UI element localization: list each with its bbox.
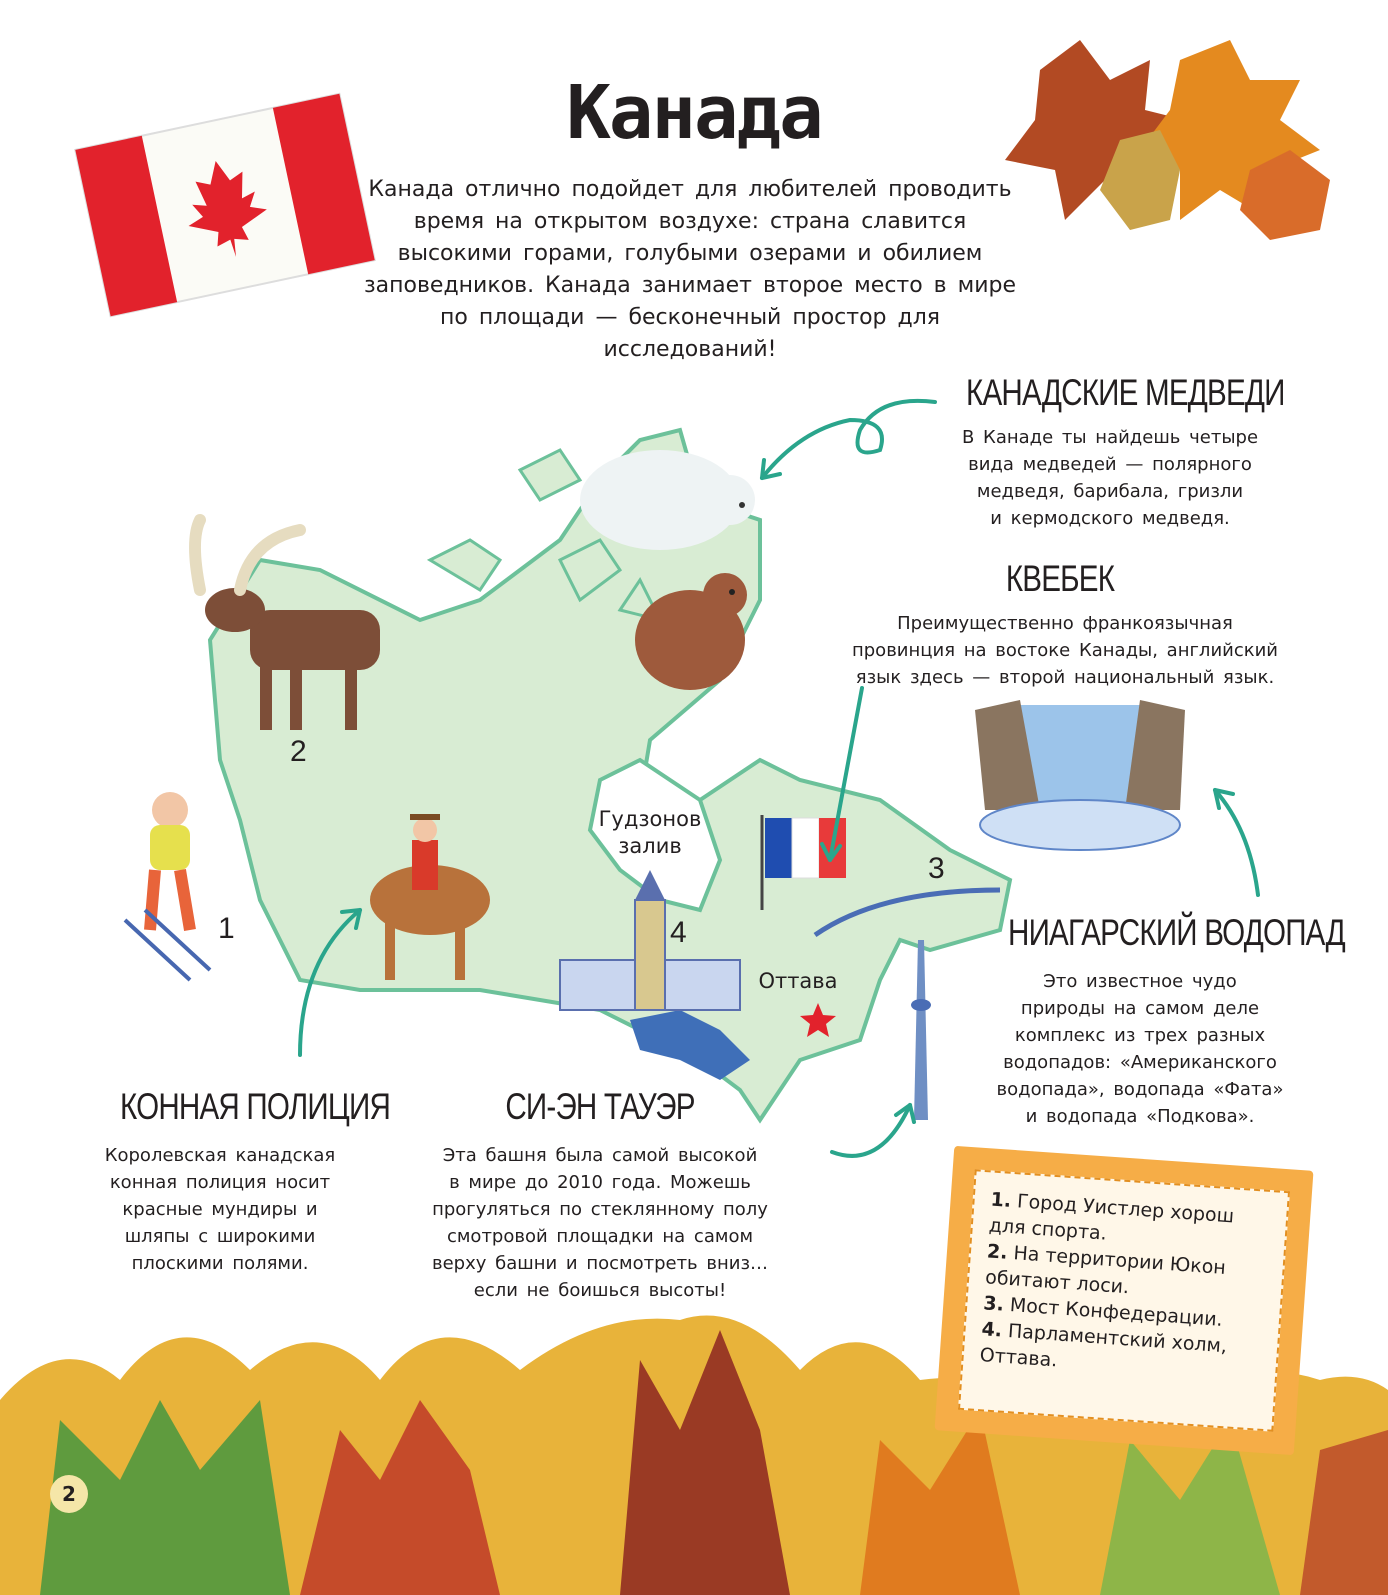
map-number-2: 2	[290, 735, 307, 768]
fact-text: На территории Юкон обитают лоси.	[984, 1242, 1227, 1299]
police-line: красные мундиры и	[122, 1199, 318, 1220]
skier-illustration	[125, 792, 210, 980]
ottawa-label: Оттава	[758, 969, 838, 993]
niagara-text	[990, 968, 1290, 1130]
fact-number: 1.	[989, 1188, 1012, 1212]
page-title: Канада	[566, 70, 822, 156]
police-line: шляпы с широкими	[124, 1226, 316, 1247]
police-heading: КОННАЯ ПОЛИЦИЯ	[120, 1086, 391, 1127]
quebec-text	[830, 610, 1300, 691]
cn-tower-illustration	[911, 940, 931, 1120]
fact-text: Мост Конфедерации.	[1009, 1294, 1224, 1331]
hudson-label-line: Гудзонов	[598, 807, 702, 831]
map-number-4: 4	[670, 916, 687, 949]
facts-list	[963, 1171, 1288, 1388]
niagara-line: природы на самом деле	[1020, 998, 1260, 1019]
hudson-bay-label	[585, 806, 715, 860]
niagara-line: водопада», водопада «Фата»	[996, 1079, 1284, 1100]
cn-tower-line: смотровой площадки на самом	[446, 1226, 754, 1247]
police-line: конная полиция носит	[109, 1172, 331, 1193]
niagara-line: Это известное чудо	[1043, 971, 1237, 992]
niagara-line: комплекс из трех разных	[1014, 1025, 1266, 1046]
quebec-line: Преимущественно франкоязычная	[897, 613, 1233, 634]
bears-heading: КАНАДСКИЕ МЕДВЕДИ	[966, 372, 1285, 413]
cn-tower-line: Эта башня была самой высокой	[442, 1145, 758, 1166]
fact-number: 3.	[982, 1292, 1005, 1316]
facts-box-inner	[958, 1169, 1290, 1431]
fact-text: Парламентский холм, Оттава.	[979, 1320, 1228, 1372]
intro-text: Канада отлично подойдет для любителей проводить время на открытом воздухе: страна славится высокими горами, голубыми озерами и обилием заповедников. Канада занимает второе место в мире по площади — бесконечный простор для исследований!	[363, 177, 1017, 362]
police-line: Королевская канадская	[104, 1145, 336, 1166]
quebec-line: язык здесь — второй национальный язык.	[855, 667, 1275, 688]
niagara-line: водопадов: «Американского	[1003, 1052, 1277, 1073]
map-number-3: 3	[928, 852, 945, 885]
bears-line: и кермодского медведя.	[990, 508, 1230, 529]
map-number-1: 1	[218, 912, 235, 945]
cn-tower-heading: СИ-ЭН ТАУЭР	[505, 1086, 695, 1127]
cn-tower-line: если не боишься высоты!	[473, 1280, 727, 1301]
bears-line: медведя, барибала, гризли	[976, 481, 1244, 502]
cn-tower-line: прогуляться по стеклянному полу	[432, 1199, 768, 1220]
bears-text	[930, 424, 1290, 532]
bears-line: В Канаде ты найдешь четыре	[961, 427, 1259, 448]
bears-line: вида медведей — полярного	[968, 454, 1252, 475]
niagara-heading: НИАГАРСКИЙ ВОДОПАД	[1008, 912, 1345, 953]
cn-tower-line: верху башни и посмотреть вниз…	[431, 1253, 769, 1274]
police-line: плоскими полями.	[131, 1253, 309, 1274]
facts-box	[934, 1146, 1313, 1455]
niagara-line: и водопада «Подкова».	[1025, 1106, 1255, 1127]
quebec-line: провинция на востоке Канады, английский	[851, 640, 1279, 661]
hudson-label-line: залив	[618, 834, 682, 858]
cn-tower-line: в мире до 2010 года. Можешь	[449, 1172, 751, 1193]
page-number: 2	[50, 1475, 88, 1513]
niagara-falls-illustration	[975, 700, 1185, 850]
police-text	[95, 1142, 345, 1277]
fact-text: Город Уистлер хорош для спорта.	[988, 1190, 1235, 1245]
fact-number: 4.	[980, 1318, 1003, 1342]
fact-number: 2.	[986, 1240, 1009, 1264]
quebec-heading: КВЕБЕК	[1005, 558, 1115, 599]
cn-tower-text	[420, 1142, 780, 1304]
